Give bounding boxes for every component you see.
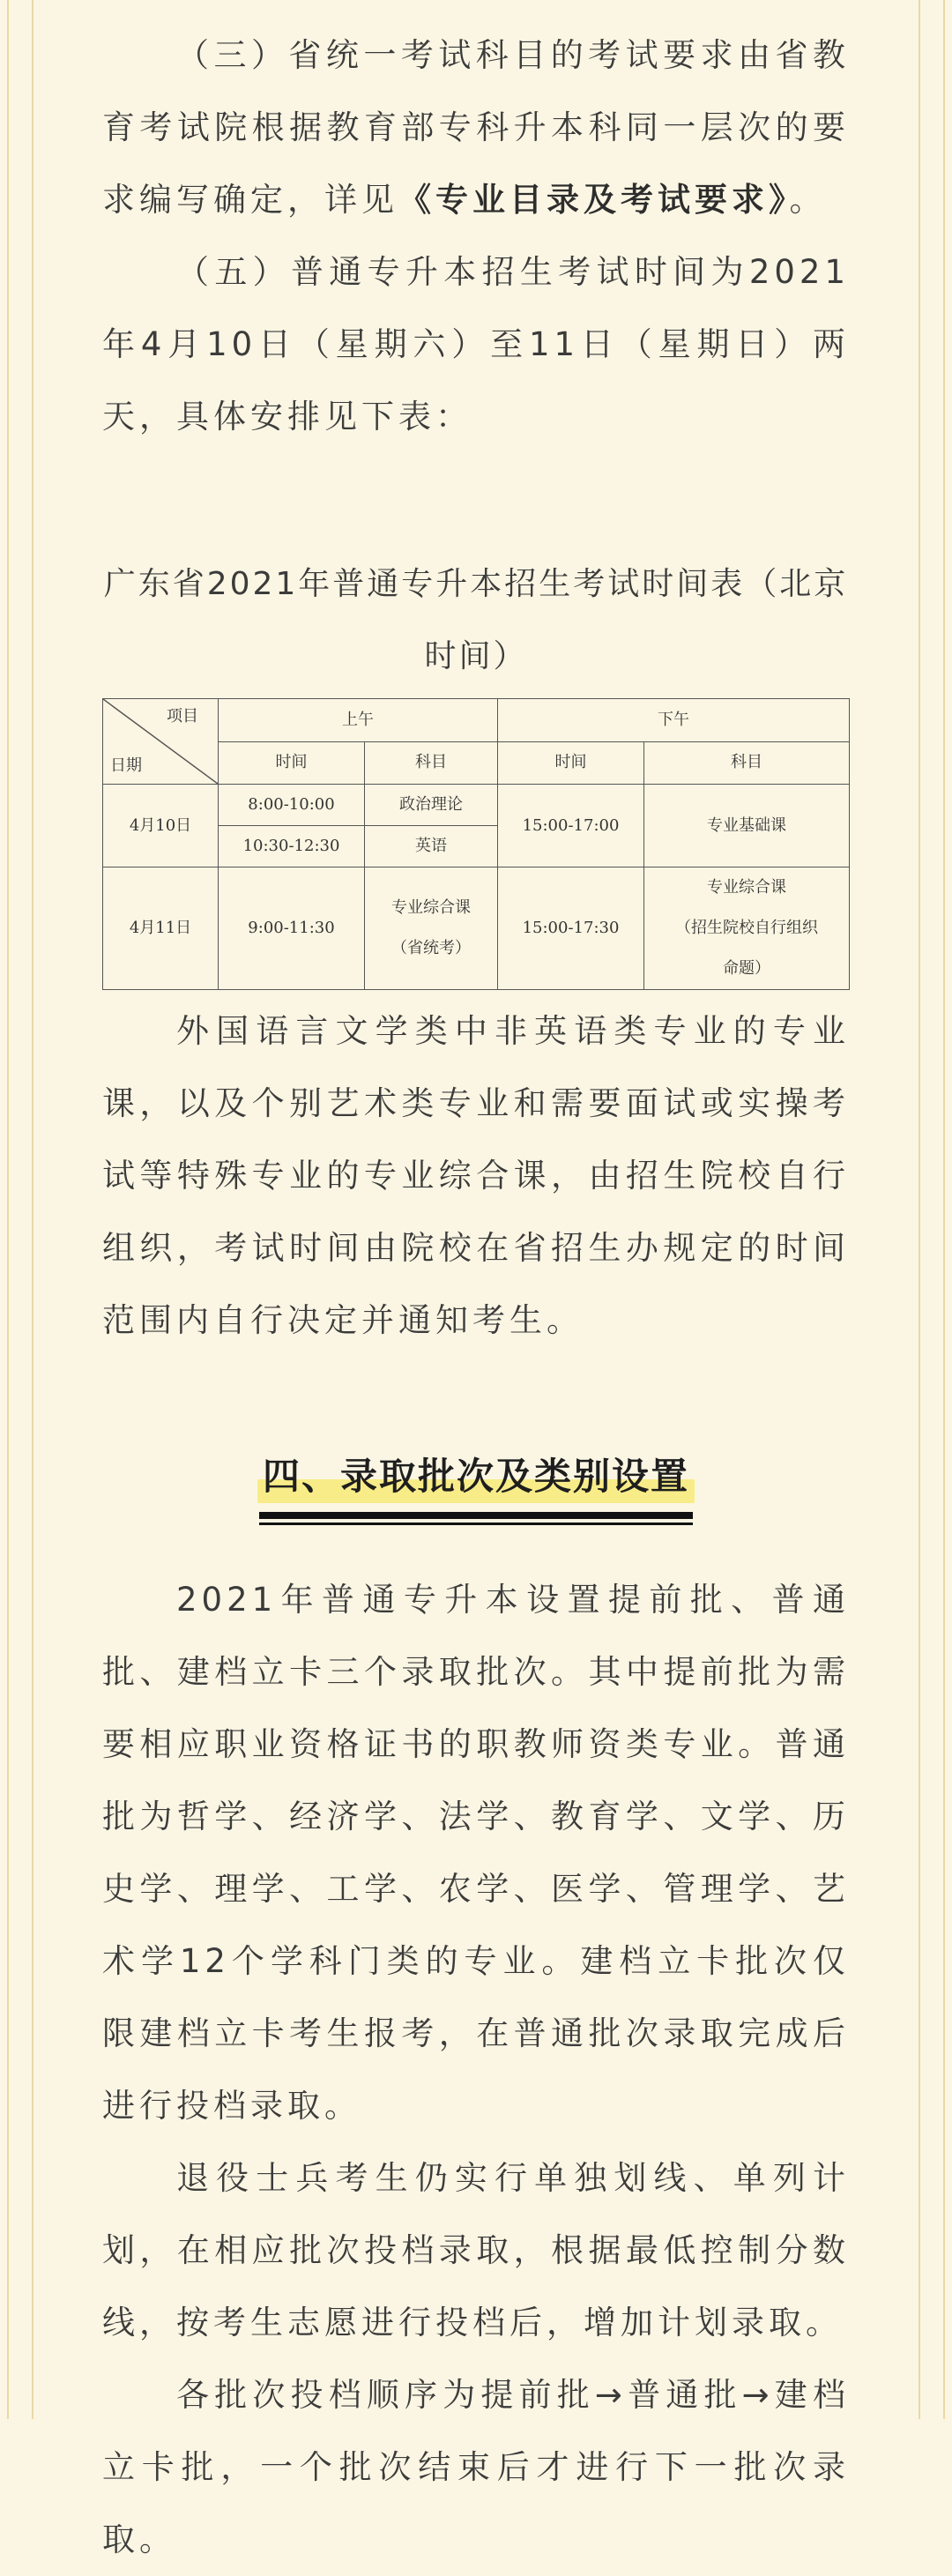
section-title: 四、录取批次及类别设置: [257, 1450, 695, 1503]
row-pm-subject: 专业基础课: [644, 785, 850, 867]
row-date: 4月10日: [103, 785, 219, 867]
paragraph-special-majors: 外国语言文学类中非英语类专业的专业课，以及个别艺术类专业和需要面试或实操考试等特殊专业的专业综合课，由招生院校自行组织，考试时间由院校在省招生办规定的时间范围内自行决定并通知考生。: [102, 1012, 850, 1339]
row-pm-time: 15:00-17:00: [498, 785, 644, 867]
header-am-time: 时间: [219, 741, 365, 785]
heading-underline: [259, 1512, 693, 1525]
row-am-subject: 英语: [365, 826, 498, 867]
corner-label-date: 日期: [110, 756, 142, 775]
paragraph-batch-order: 各批次投档顺序为提前批→普通批→建档立卡批，一个批次结束后才进行下一批次录取。: [102, 2376, 850, 2558]
row-pm-subject: 专业综合课 （招生院校自行组织 命题）: [644, 867, 850, 990]
section-body: [102, 1564, 850, 2576]
row-am-subject: 专业综合课 （省统考）: [365, 867, 498, 990]
paragraph-admission-batches: 2021年普通专升本设置提前批、普通批、建档立卡三个录取批次。其中提前批为需要相应职业资格证书的职教师资类专业。普通批为哲学、经济学、法学、教育学、文学、历史学、理学、工学、农学、医学、管理学、艺术学12个学科门类的专业。建档立卡批次仅限建档立卡考生报考，在普通批次录取完成后进行投档录取。: [102, 1581, 850, 2125]
row-am-subject: 政治理论: [365, 785, 498, 826]
table-corner-cell: [103, 699, 219, 785]
row-am-time: 10:30-12:30: [219, 826, 365, 867]
header-am-subject: 科目: [365, 741, 498, 785]
row-am-time: 9:00-11:30: [219, 867, 365, 990]
header-afternoon: 下午: [498, 699, 850, 742]
article-content: [102, 19, 850, 2576]
paragraph-exam-requirements: （三）省统一考试科目的考试要求由省教育考试院根据教育部专科升本科同一层次的要求编写确定，详见《专业目录及考试要求》。: [102, 36, 850, 219]
row-pm-time: 15:00-17:30: [498, 867, 644, 990]
corner-label-item: 项目: [167, 707, 198, 726]
catalog-reference: 《专业目录及考试要求》: [398, 181, 790, 219]
header-morning: 上午: [219, 699, 498, 742]
header-pm-subject: 科目: [644, 741, 850, 785]
right-border-decoration: [919, 0, 945, 2419]
exam-schedule-table: [102, 698, 850, 990]
section-heading: [102, 1450, 850, 1525]
left-border-decoration: [7, 0, 33, 2419]
table-title: 广东省2021年普通专升本招生考试时间表（北京时间）: [103, 566, 849, 674]
row-date: 4月11日: [103, 867, 219, 990]
header-pm-time: 时间: [498, 741, 644, 785]
paragraph-veterans: 退役士兵考生仍实行单独划线、单列计划，在相应批次投档录取，根据最低控制分数线，按考生志愿进行投档后，增加计划录取。: [102, 2159, 850, 2341]
row-am-time: 8:00-10:00: [219, 785, 365, 826]
paragraph-exam-time: （五）普通专升本招生考试时间为2021年4月10日（星期六）至11日（星期日）两天，具体安排见下表：: [102, 253, 850, 436]
